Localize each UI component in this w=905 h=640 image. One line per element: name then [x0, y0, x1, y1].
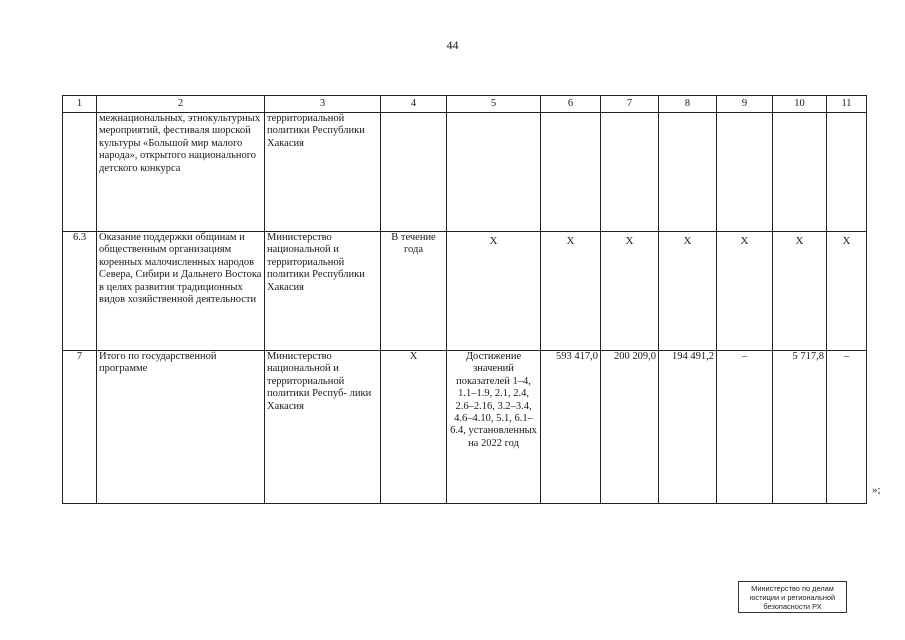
header-cell: 6	[541, 96, 601, 113]
header-cell: 3	[265, 96, 381, 113]
indicator-cell: Достижение значений показателей 1–4, 1.1–1.9, 2.1, 2.4, 2.6–2.16, 3.2–3.4, 4.6–4.10, 5.1, 6.1–6.4, установленных на 2022 год	[447, 351, 541, 504]
executor-cell: Министерство национальной и территориальной политики Республики Хакасия	[265, 232, 381, 351]
continuation-mark: »;	[872, 484, 881, 496]
value-cell: X	[717, 232, 773, 351]
stamp-line: безопасности РХ	[763, 602, 822, 611]
page-number: 44	[446, 38, 459, 52]
header-cell: 9	[717, 96, 773, 113]
value-cell	[659, 113, 717, 232]
header-cell: 10	[773, 96, 827, 113]
term-cell: X	[381, 351, 447, 504]
row-number: 6.3	[63, 232, 97, 351]
table-row	[63, 113, 867, 232]
executor-cell: Министерство национальной и территориальной политики Респуб- лики Хакасия	[265, 351, 381, 504]
value-cell	[827, 113, 867, 232]
header-cell: 8	[659, 96, 717, 113]
header-row	[63, 96, 867, 113]
value-cell	[601, 113, 659, 232]
stamp-line: юстиции и региональной	[749, 593, 836, 602]
executor-cell: территориальной политики Республики Хакасия	[265, 113, 381, 232]
row-number: 7	[63, 351, 97, 504]
value-cell: X	[773, 232, 827, 351]
header-cell: 2	[97, 96, 265, 113]
ministry-stamp	[738, 581, 847, 613]
value-cell: 194 491,2	[659, 351, 717, 504]
event-cell: межнациональных, этнокультурных мероприятий, фестиваля шорской культуры «Большой мир малого народа», открытого национального детского конкурса	[97, 113, 265, 232]
row-number	[63, 113, 97, 232]
value-cell	[773, 113, 827, 232]
header-cell: 5	[447, 96, 541, 113]
program-table	[62, 95, 867, 504]
term-cell: В течение года	[381, 232, 447, 351]
event-cell: Оказание поддержки общинам и общественным организациям коренных малочисленных народов Севера, Сибири и Дальнего Востока в целях развития традиционных видов хозяйственной деятельности	[97, 232, 265, 351]
term-cell	[381, 113, 447, 232]
table-row	[63, 351, 867, 504]
indicator-cell	[447, 113, 541, 232]
header-cell: 7	[601, 96, 659, 113]
value-cell: 5 717,8	[773, 351, 827, 504]
value-cell: X	[827, 232, 867, 351]
indicator-cell: X	[447, 232, 541, 351]
value-cell: X	[541, 232, 601, 351]
value-cell: 593 417,0	[541, 351, 601, 504]
value-cell	[717, 113, 773, 232]
header-cell: 11	[827, 96, 867, 113]
value-cell: X	[601, 232, 659, 351]
stamp-line: Министерство по делам	[751, 584, 834, 593]
value-cell: X	[659, 232, 717, 351]
table-row	[63, 232, 867, 351]
event-cell: Итого по государственной программе	[97, 351, 265, 504]
value-cell: 200 209,0	[601, 351, 659, 504]
header-cell: 1	[63, 96, 97, 113]
header-cell: 4	[381, 96, 447, 113]
value-cell	[541, 113, 601, 232]
value-cell: –	[827, 351, 867, 504]
value-cell: –	[717, 351, 773, 504]
